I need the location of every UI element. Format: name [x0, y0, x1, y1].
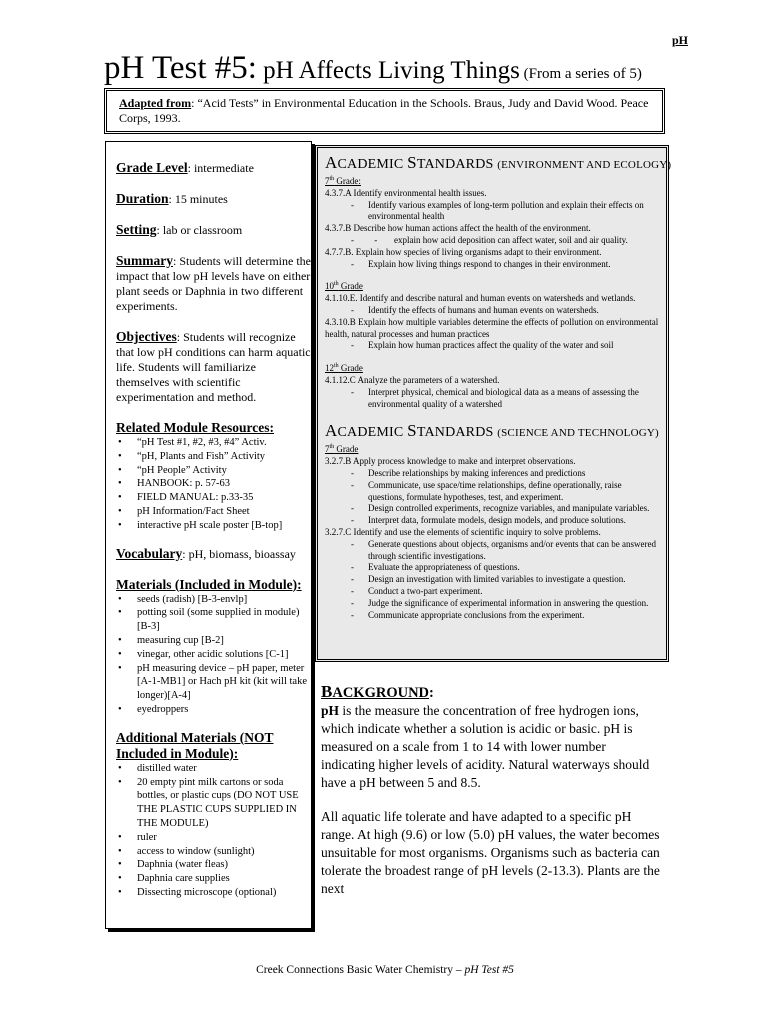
vocabulary-value: : pH, biomass, bioassay — [182, 546, 296, 561]
related-resources-title: Related Module Resources: — [116, 420, 274, 435]
standard-subitem: - Explain how living things respond to changes in their environment. — [325, 259, 660, 271]
list-item: • “pH, Plants and Fish” Activity — [116, 450, 311, 464]
additional-materials-title: Additional Materials (NOT Included in Module): — [116, 729, 274, 761]
standard-subitem: - Interpret data, formulate models, design models, and produce solutions. — [325, 515, 660, 527]
objectives-label: Objectives — [116, 329, 177, 344]
standard-subitem: - explain how acid deposition can affect water, soil and air quality. — [325, 235, 660, 247]
duration-label: Duration — [116, 191, 169, 206]
grade-level-label: Grade Level — [116, 160, 188, 175]
header-tag: pH — [671, 33, 688, 47]
list-item: • HANBOOK: p. 57-63 — [116, 477, 311, 491]
standard-item: 4.3.7.A Identify environmental health issues. — [325, 187, 487, 198]
related-resources-list — [116, 436, 311, 533]
sci-grade-7-list — [325, 456, 660, 621]
standard-subitem: - Identify various examples of long-term pollution and explain their effects on environmental health — [325, 200, 660, 224]
list-item: • 20 empty pint milk cartons or soda bottles, or plastic cups (DO NOT USE THE PLASTIC CUPS SUPPLIED IN THE MODULE) — [116, 776, 311, 831]
list-item: • Daphnia (water fleas) — [116, 858, 311, 872]
list-item: • pH measuring device – pH paper, meter [A-1-MB1] or Hach pH kit (kit will take longer)[A-4] — [116, 662, 311, 703]
standard-item: 3.2.7.B Apply process knowledge to make and interpret observations. — [325, 456, 576, 467]
list-item: • Dissecting microscope (optional) — [116, 886, 311, 900]
list-item: • distilled water — [116, 762, 311, 776]
grade-level — [116, 160, 311, 176]
standard-subitem: - Interpret physical, chemical and biological data as a means of assessing the environmental quality of a watershed — [325, 387, 660, 411]
env-grade-12: 12th Grade — [325, 363, 363, 374]
summary-value: : Students will determine the impact that low pH levels have on either plant seeds or Daphnia in two different experiments. — [116, 254, 311, 313]
summary — [116, 253, 311, 314]
materials-list — [116, 593, 311, 717]
background-paragraph-2: All aquatic life tolerate and have adapted to a specific pH range. At high (9.6) or low (5.0) pH values, the water becomes unsuitable for most organisms. Organisms such as bacteria can tolerate the broadest range of pH levels (2-13.3). Plants are the next — [321, 809, 660, 896]
standard-item: 3.2.7.C Identify and use the elements of scientific inquiry to solve problems. — [325, 526, 601, 537]
list-item: • potting soil (some supplied in module) [B-3] — [116, 606, 311, 634]
list-item: • Daphnia care supplies — [116, 872, 311, 886]
standard-subitem: - Communicate, use space/time relationships, define operationally, raise questions, formulate hypotheses, test, and experiment. — [325, 480, 660, 504]
background-section — [321, 683, 661, 914]
title-main: pH Test #5: — [104, 50, 257, 86]
list-item: • FIELD MANUAL: p.33-35 — [116, 491, 311, 505]
standard-subitem: - Evaluate the appropriateness of questions. — [325, 562, 660, 574]
academic-standards-box — [315, 145, 672, 662]
duration-value: : 15 minutes — [168, 192, 228, 206]
standard-subitem: - Conduct a two-part experiment. — [325, 586, 660, 598]
background-heading: BACKGROUND: — [321, 682, 434, 701]
list-item: • ruler — [116, 831, 311, 845]
vocabulary — [116, 546, 311, 562]
standard-subitem: - Judge the significance of experimental information in answering the question. — [325, 598, 660, 610]
setting-label: Setting — [116, 222, 157, 237]
standard-subitem: - Identify the effects of humans and human events on watersheds. — [325, 305, 660, 317]
list-item: • “pH People” Activity — [116, 464, 311, 478]
setting-value: : lab or classroom — [156, 223, 243, 237]
materials-title: Materials (Included in Module): — [116, 576, 302, 592]
adapted-label: Adapted from — [119, 96, 192, 110]
standard-subitem: - Generate questions about objects, organisms and/or events that can be answered through scientific investigations. — [325, 539, 660, 563]
title-series: (From a series of 5) — [519, 66, 642, 82]
env-standards-heading: ACADEMIC STANDARDS (ENVIRONMENT AND ECOLOGY) — [325, 153, 672, 172]
standard-subitem: - Design controlled experiments, recognize variables, and manipulate variables. — [325, 503, 660, 515]
duration — [116, 191, 311, 207]
standard-subitem: - Communicate appropriate conclusions from the experiment. — [325, 610, 660, 622]
list-item: • eyedroppers — [116, 703, 311, 717]
env-grade-12-list — [325, 375, 660, 410]
adapted-from-box — [104, 88, 665, 134]
standard-item: 4.3.7.B Describe how human actions affect the health of the environment. — [325, 223, 591, 234]
standard-item: 4.7.7.B. Explain how species of living organisms adapt to their environment. — [325, 246, 602, 257]
objectives-value: : Students will recognize that low pH conditions can harm aquatic life. Students will familiarize themselves with scientific experimentation and method. — [116, 330, 311, 404]
standard-item: 4.1.10.E. Identify and describe natural and human events on watersheds and wetlands. — [325, 293, 636, 304]
sci-standards-heading: ACADEMIC STANDARDS (SCIENCE AND TECHNOLOGY) — [325, 421, 659, 441]
title-sub: pH Affects Living Things — [256, 57, 520, 84]
standard-subitem: - Design an investigation with limited variables to investigate a question. — [325, 574, 660, 586]
page-title — [104, 50, 642, 87]
adapted-text: : “Acid Tests” in Environmental Education in the Schools. Braus, Judy and David Wood. Peace Corps, 1993. — [119, 96, 649, 125]
list-item: • “pH Test #1, #2, #3, #4” Activ. — [116, 436, 311, 450]
standard-item: 4.1.12.C Analyze the parameters of a watershed. — [325, 374, 500, 385]
background-paragraph-1: pH is the measure the concentration of free hydrogen ions, which indicate whether a solution is acidic or basic. pH is measured on a scale from 1 to 14 with lower number indicating higher levels of acidity. Natural waterways should have a pH between 5 and 8.5. — [321, 703, 650, 790]
list-item: • interactive pH scale poster [B-top] — [116, 519, 311, 533]
grade-level-value: : intermediate — [187, 161, 254, 175]
env-grade-7: 7th Grade: — [325, 176, 361, 186]
standard-item: 4.3.10.B Explain how multiple variables determine the effects of pollution on environmental health, natural processes and human practices — [325, 316, 659, 339]
list-item: • measuring cup [B-2] — [116, 634, 311, 648]
sci-grade-7: 7th Grade — [325, 444, 359, 455]
list-item: • pH Information/Fact Sheet — [116, 505, 311, 519]
env-grade-10-list — [325, 293, 660, 352]
standard-subitem: - Describe relationships by making inferences and predictions — [325, 468, 660, 480]
objectives — [116, 329, 311, 405]
page-footer: Creek Connections Basic Water Chemistry – pH Test #5 — [256, 964, 514, 976]
standard-subitem: - Explain how human practices affect the quality of the water and soil — [325, 340, 660, 352]
list-item: • access to window (sunlight) — [116, 845, 311, 859]
setting — [116, 222, 311, 238]
additional-materials-list — [116, 762, 311, 900]
list-item: • seeds (radish) [B-3-envlp] — [116, 593, 311, 607]
list-item: • vinegar, other acidic solutions [C-1] — [116, 648, 311, 662]
summary-label: Summary — [116, 253, 173, 268]
env-grade-7-list — [325, 188, 660, 271]
lesson-info-sidebar — [105, 141, 312, 929]
vocabulary-label: Vocabulary — [116, 545, 183, 561]
env-grade-10: 10th Grade — [325, 281, 363, 292]
